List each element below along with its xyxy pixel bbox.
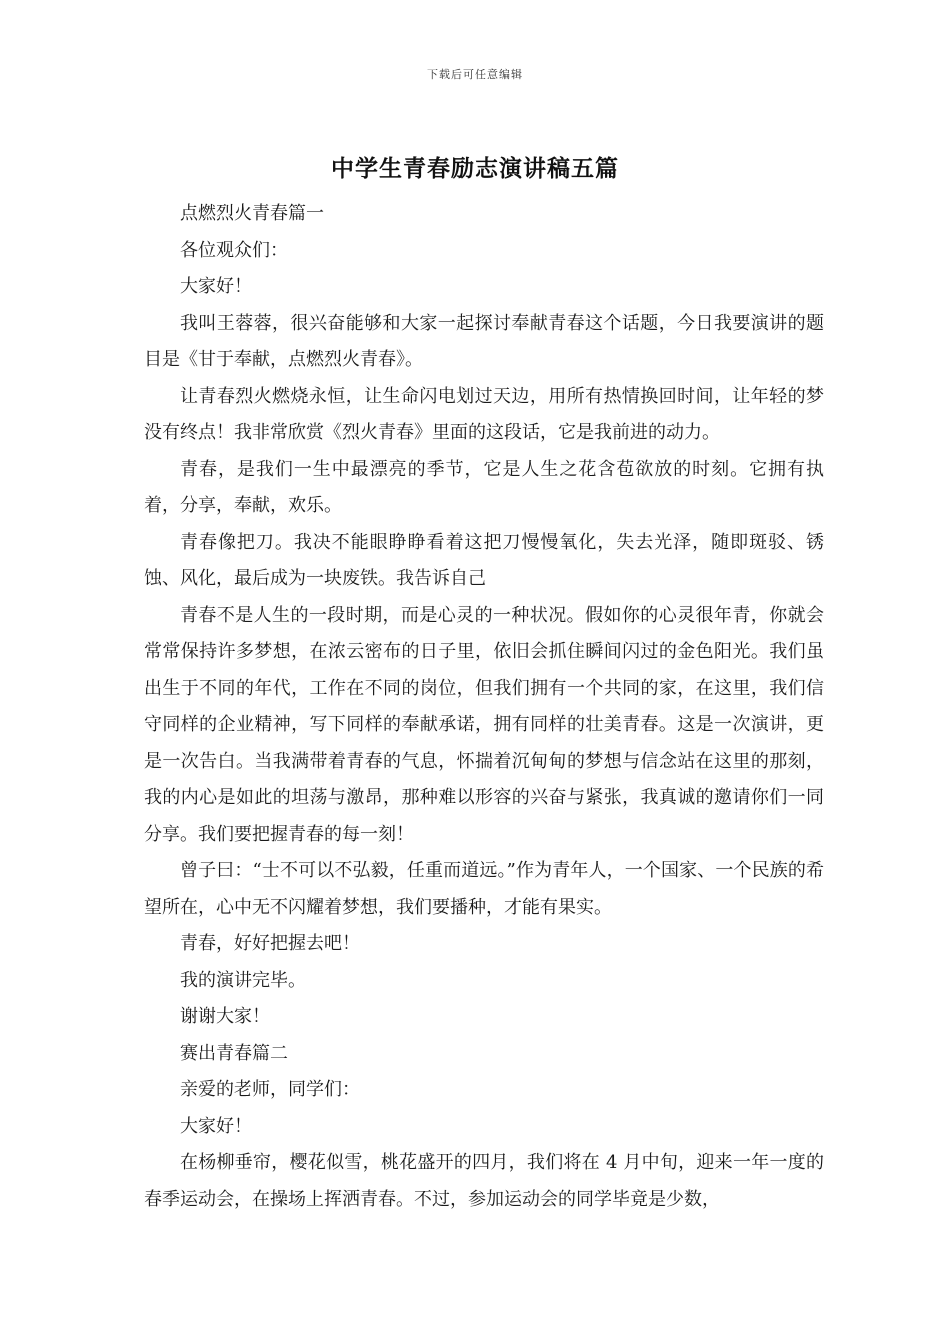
greeting: 大家好！ (180, 1115, 252, 1137)
salutation: 各位观众们： (180, 239, 288, 261)
header-note: 下载后可任意编辑 (427, 68, 523, 81)
salutation: 亲爱的老师，同学们： (180, 1079, 360, 1100)
paragraph: 青春，好好把握去吧！ (180, 933, 360, 954)
paragraph: 青春不是人生的一段时期，而是心灵的一种状况。假如你的心灵很年青，你就会常常保持许多梦想，在浓云密布的日子里，依旧会抓住瞬间闪过的金色阳光。我们虽出生于不同的年代，工作在不同的岗位，但我们拥有一个共同的家，在这里，我们信守同样的企业精神，写下同样的奉献承诺，拥有同样的壮美青春。这是一次演讲，更是一次告白。当我满带着青春的气息，怀揣着沉甸甸的梦想与信念站在这里的那刻，我的内心是如此的坦荡与激昂，那种难以形容的兴奋与紧张，我真诚的邀请你们一同分享。我们要把握青春的每一刻！ (144, 604, 824, 845)
document-title: 中学生青春励志演讲稿五篇 (331, 155, 619, 182)
paragraph: 曾子曰：“士不可以不弘毅，任重而道远。”作为青年人，一个国家、一个民族的希望所在，心中无不闪耀着梦想，我们要播种，才能有果实。 (144, 860, 824, 918)
section-heading: 赛出青春篇二 (180, 1042, 288, 1064)
section-heading: 点燃烈火青春篇一 (180, 203, 324, 224)
paragraph: 我叫王蓉蓉，很兴奋能够和大家一起探讨奉献青春这个话题，今日我要演讲的题目是《甘于奉献，点燃烈火青春》。 (144, 312, 824, 370)
paragraph: 我的演讲完毕。 (180, 969, 306, 991)
paragraph: 青春，是我们一生中最漂亮的季节，它是人生之花含苞欲放的时刻。它拥有执着，分享，奉献，欢乐。 (144, 458, 824, 516)
paragraph: 在杨柳垂帘，樱花似雪，桃花盛开的四月，我们将在 4 月中旬，迎来一年一度的春季运动会，在操场上挥洒青春。不过，参加运动会的同学毕竟是少数， (144, 1152, 824, 1210)
paragraph: 谢谢大家！ (180, 1006, 270, 1027)
document-body (144, 196, 824, 1218)
paragraph: 青春像把刀。我决不能眼睁睁看着这把刀慢慢氧化，失去光泽，随即斑驳、锈蚀、风化，最后成为一块废铁。我告诉自己 (144, 531, 824, 589)
greeting: 大家好！ (180, 276, 252, 297)
paragraph: 让青春烈火燃烧永恒，让生命闪电划过天边，用所有热情换回时间，让年轻的梦没有终点！我非常欣赏《烈火青春》里面的这段话，它是我前进的动力。 (144, 385, 824, 443)
